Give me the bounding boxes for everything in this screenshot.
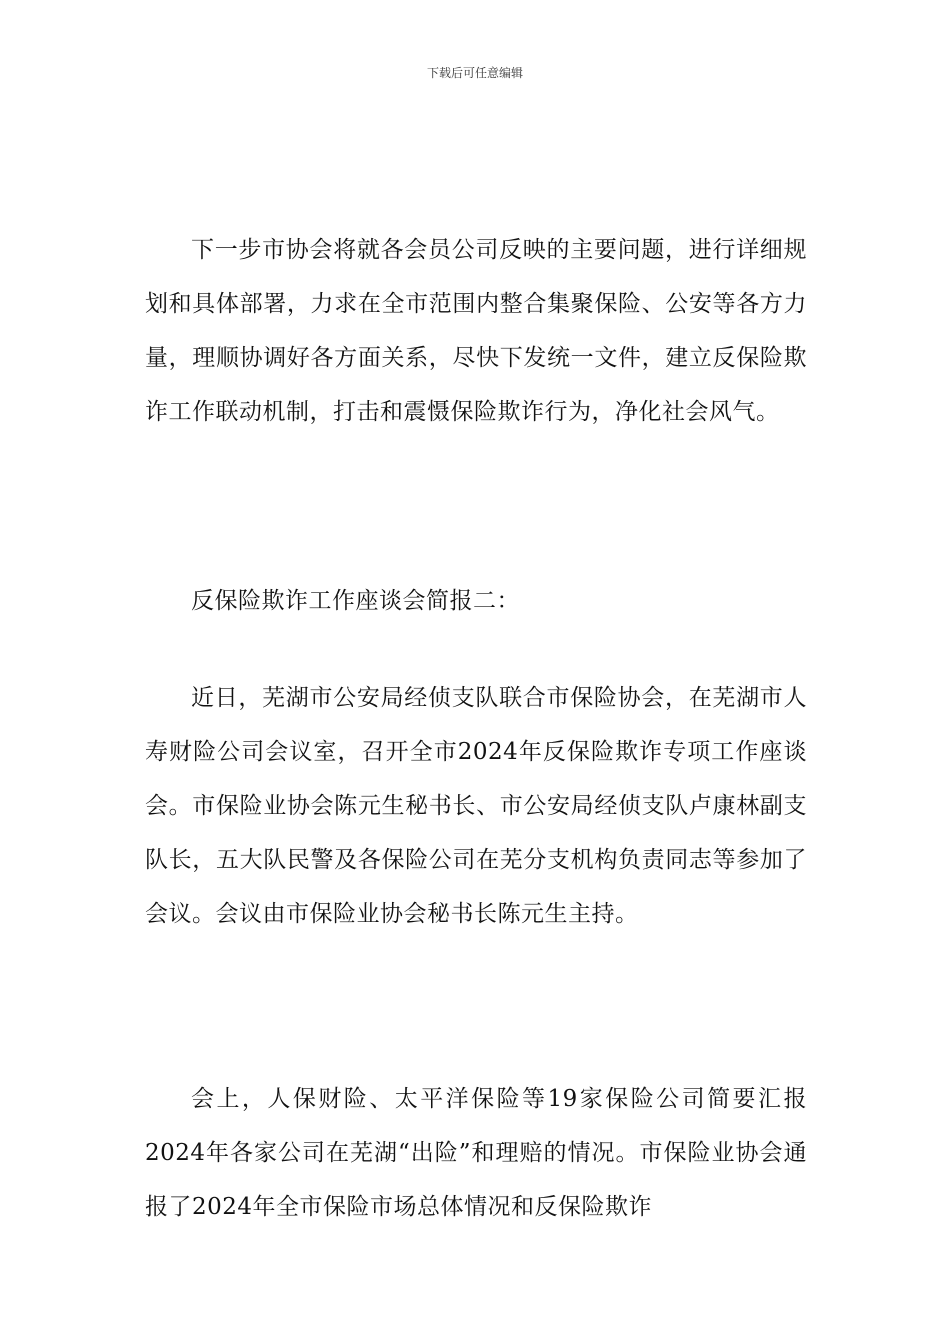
- paragraph-next-steps: 下一步市协会将就各会员公司反映的主要问题，进行详细规划和具体部署，力求在全市范围内整合集聚保险、公安等各方力量，理顺协调好各方面关系，尽快下发统一文件，建立反保险欺诈工作联动机制，打击和震慑保险欺诈行为，净化社会风气。: [145, 237, 807, 425]
- paragraph-meeting-reports: 会上，人保财险、太平洋保险等19家保险公司简要汇报2024年各家公司在芜湖“出险”和理赔的情况。市保险业协会通报了2024年全市保险市场总体情况和反保险欺诈: [145, 1086, 807, 1220]
- paragraph-meeting-intro: 近日，芜湖市公安局经侦支队联合市保险协会，在芜湖市人寿财险公司会议室，召开全市2024年反保险欺诈专项工作座谈会。市保险业协会陈元生秘书长、市公安局经侦支队卢康林副支队长，五大队民警及各保险公司在芜分支机构负责同志等参加了会议。会议由市保险业协会秘书长陈元生主持。: [145, 685, 807, 927]
- page-header: 下载后可任意编辑: [426, 66, 523, 80]
- section-heading-briefing-two: 反保险欺诈工作座谈会简报二：: [191, 588, 520, 614]
